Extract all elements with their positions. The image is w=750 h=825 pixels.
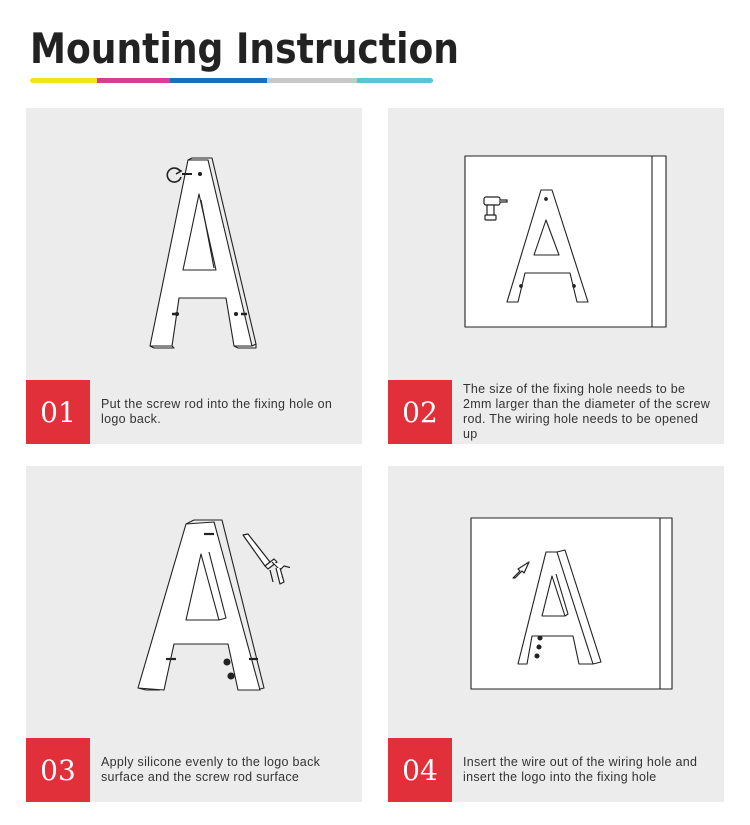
step-1-number: 01 [26,380,90,444]
step-4-description: Insert the wire out of the wiring hole and insert the logo into the fixing hole [463,755,698,784]
letter-a-inserted-into-wall-illustration [388,466,724,738]
wall-with-letter-a-illustration [388,108,724,380]
rotate-arrow-icon [163,164,185,186]
step-2-description: The size of the fixing hole needs to be 2mm larger than the diameter of the screw rod. The wiring hole needs to be opened up [463,382,711,441]
page-title: Mounting Instruction [30,24,460,73]
color-bar-magenta [97,78,170,83]
step-4-number: 04 [388,738,452,802]
step-4-panel [388,466,724,802]
step-3-panel [26,466,362,802]
letter-a-back-with-silicone-illustration [26,466,362,738]
step-3-description: Apply silicone evenly to the logo back surface and the screw rod surface [101,755,321,784]
caulking-gun-icon [240,532,290,586]
step-1-panel [26,108,362,444]
title-underline-color-bar [30,78,433,83]
letter-a-with-screw-illustration [26,108,362,380]
color-bar-blue [170,78,267,83]
color-bar-gray [267,78,357,83]
step-2-number: 02 [388,380,452,444]
drill-icon [480,194,510,224]
step-3-number: 03 [26,738,90,802]
color-bar-yellow [30,78,97,83]
step-1-description: Put the screw rod into the fixing hole on logo back. [101,397,333,426]
step-2-panel [388,108,724,444]
insert-arrow-icon [510,556,536,582]
color-bar-cyan [357,78,433,83]
